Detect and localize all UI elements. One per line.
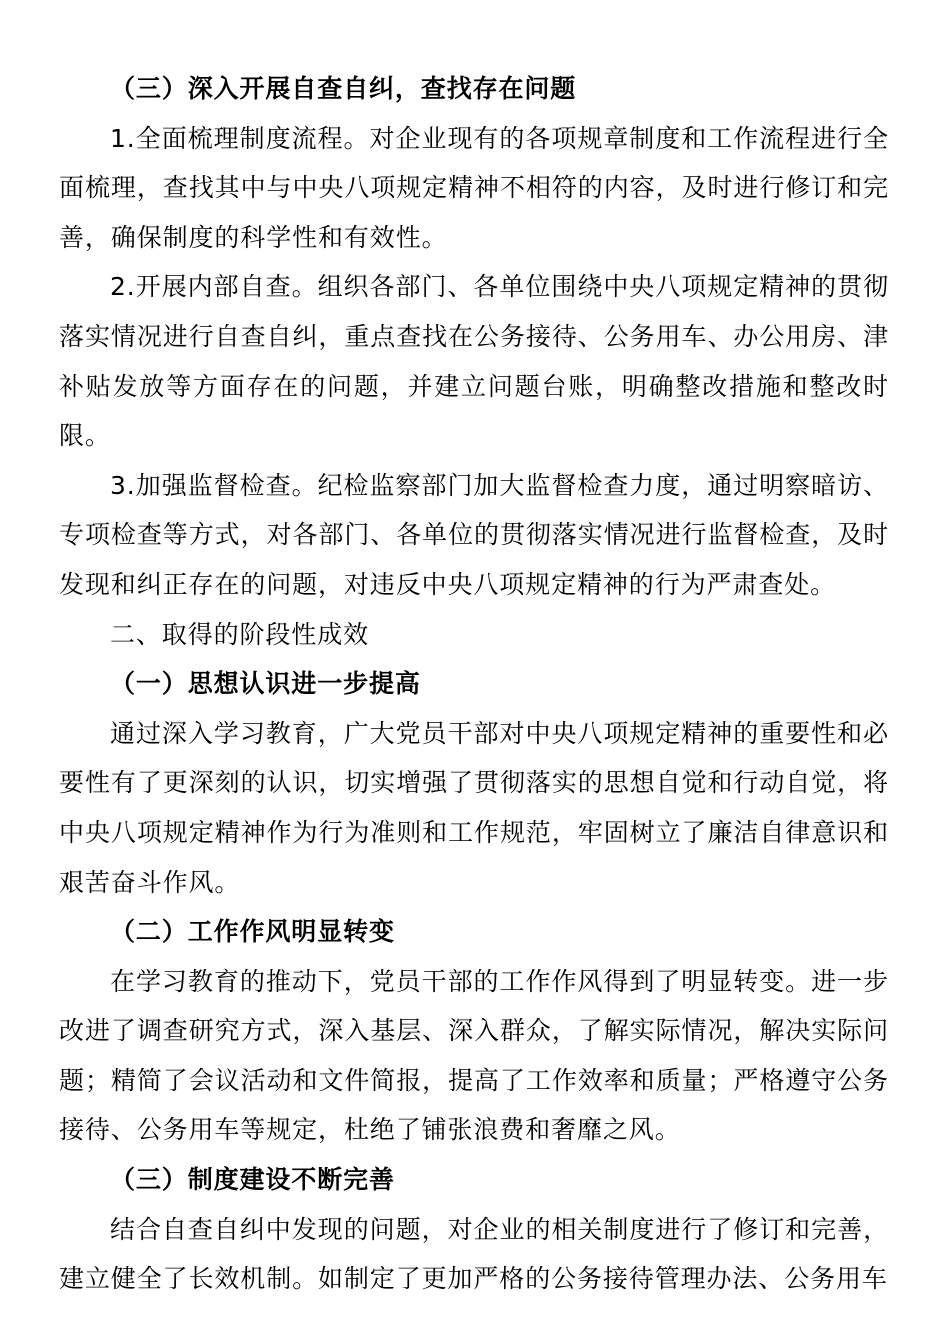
subheading-system-building: （三）制度建设不断完善 (110, 1165, 395, 1195)
document-page (59, 64, 889, 1304)
subheading-self-inspection: （三）深入开展自查自纠，查找存在问题 (110, 74, 577, 103)
paragraph-awareness: 通过深入学习教育，广大党员干部对中央八项规定精神的重要性和必要性有了更深刻的认识，切实增强了贯彻落实的思想自觉和行动自觉，将中央八项规定精神作为行为准则和工作规范，牢固树立了廉洁自律意识和艰苦奋斗作风。 (59, 718, 889, 897)
paragraph-supervision: 3.加强监督检查。纪检监察部门加大监督检查力度，通过明察暗访、专项检查等方式，对各部门、各单位的贯彻落实情况进行监督检查，及时发现和纠正存在的问题，对违反中央八项规定精神的行为严肃查处。 (59, 470, 889, 599)
paragraph-internal-check: 2.开展内部自查。组织各部门、各单位围绕中央八项规定精神的贯彻落实情况进行自查自纠，重点查找在公务接待、公务用车、办公用房、津补贴发放等方面存在的问题，并建立问题台账，明确整改措施和整改时限。 (59, 272, 889, 451)
subheading-awareness: （一）思想认识进一步提高 (110, 669, 421, 699)
paragraph-system-building: 结合自查自纠中发现的问题，对企业的相关制度进行了修订和完善，建立健全了长效机制。如制定了更加严格的公务接待管理办法、公务用车 (59, 1214, 889, 1294)
subheading-work-style: （二）工作作风明显转变 (110, 917, 395, 947)
section-heading-results: 二、取得的阶段性成效 (110, 619, 370, 649)
paragraph-review-system: 1.全面梳理制度流程。对企业现有的各项规章制度和工作流程进行全面梳理，查找其中与中央八项规定精神不相符的内容，及时进行修订和完善，确保制度的科学性和有效性。 (59, 123, 889, 252)
paragraph-work-style: 在学习教育的推动下，党员干部的工作作风得到了明显转变。进一步改进了调查研究方式，深入基层、深入群众，了解实际情况，解决实际问题；精简了会议活动和文件简报，提高了工作效率和质量；严格遵守公务接待、公务用车等规定，杜绝了铺张浪费和奢靡之风。 (59, 966, 889, 1145)
